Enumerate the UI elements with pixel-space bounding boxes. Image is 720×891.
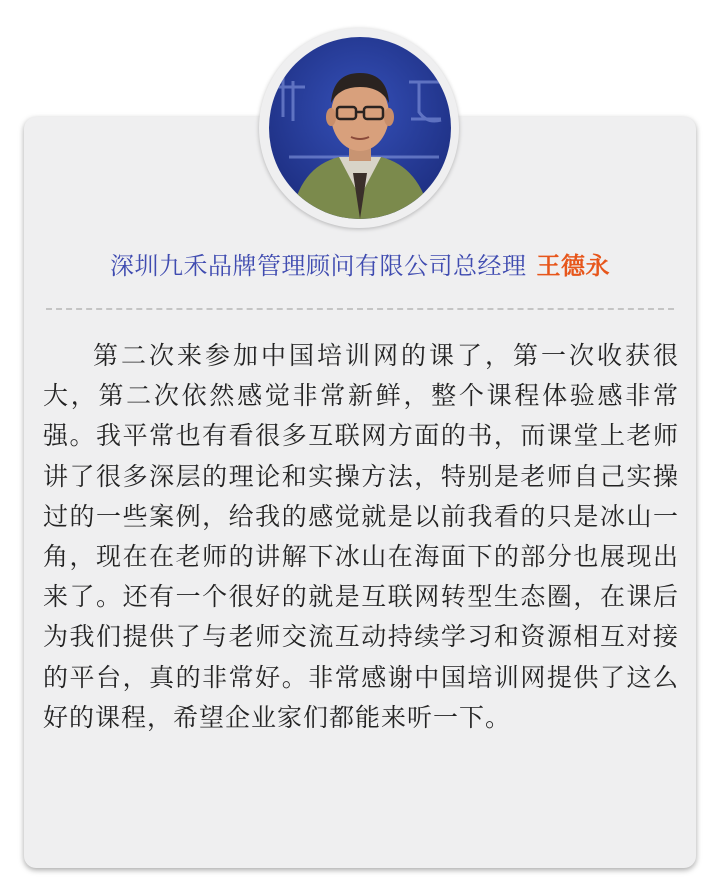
author-title: 深圳九禾品牌管理顾问有限公司总经理: [110, 252, 527, 280]
dashed-divider: [46, 308, 674, 310]
testimonial-text: 第二次来参加中国培训网的课了，第一次收获很大，第二次依然感觉非常新鲜，整个课程体验感非常强。我平常也有看很多互联网方面的书，而课堂上老师讲了很多深层的理论和实操方法，特别是老师自己实操过的一些案例，给我的感觉就是以前我看的只是冰山一角，现在在老师的讲解下冰山在海面下的部分也展现出来了。还有一个很好的就是互联网转型生态圈，在课后为我们提供了与老师交流互动持续学习和资源相互对接的平台，真的非常好。非常感谢中国培训网提供了这么好的课程，希望企业家们都能来听一下。: [43, 341, 679, 732]
avatar: [269, 37, 451, 219]
portrait-photo-image: [269, 37, 451, 219]
author-heading: [24, 246, 696, 286]
author-name: 王德永: [536, 252, 610, 280]
